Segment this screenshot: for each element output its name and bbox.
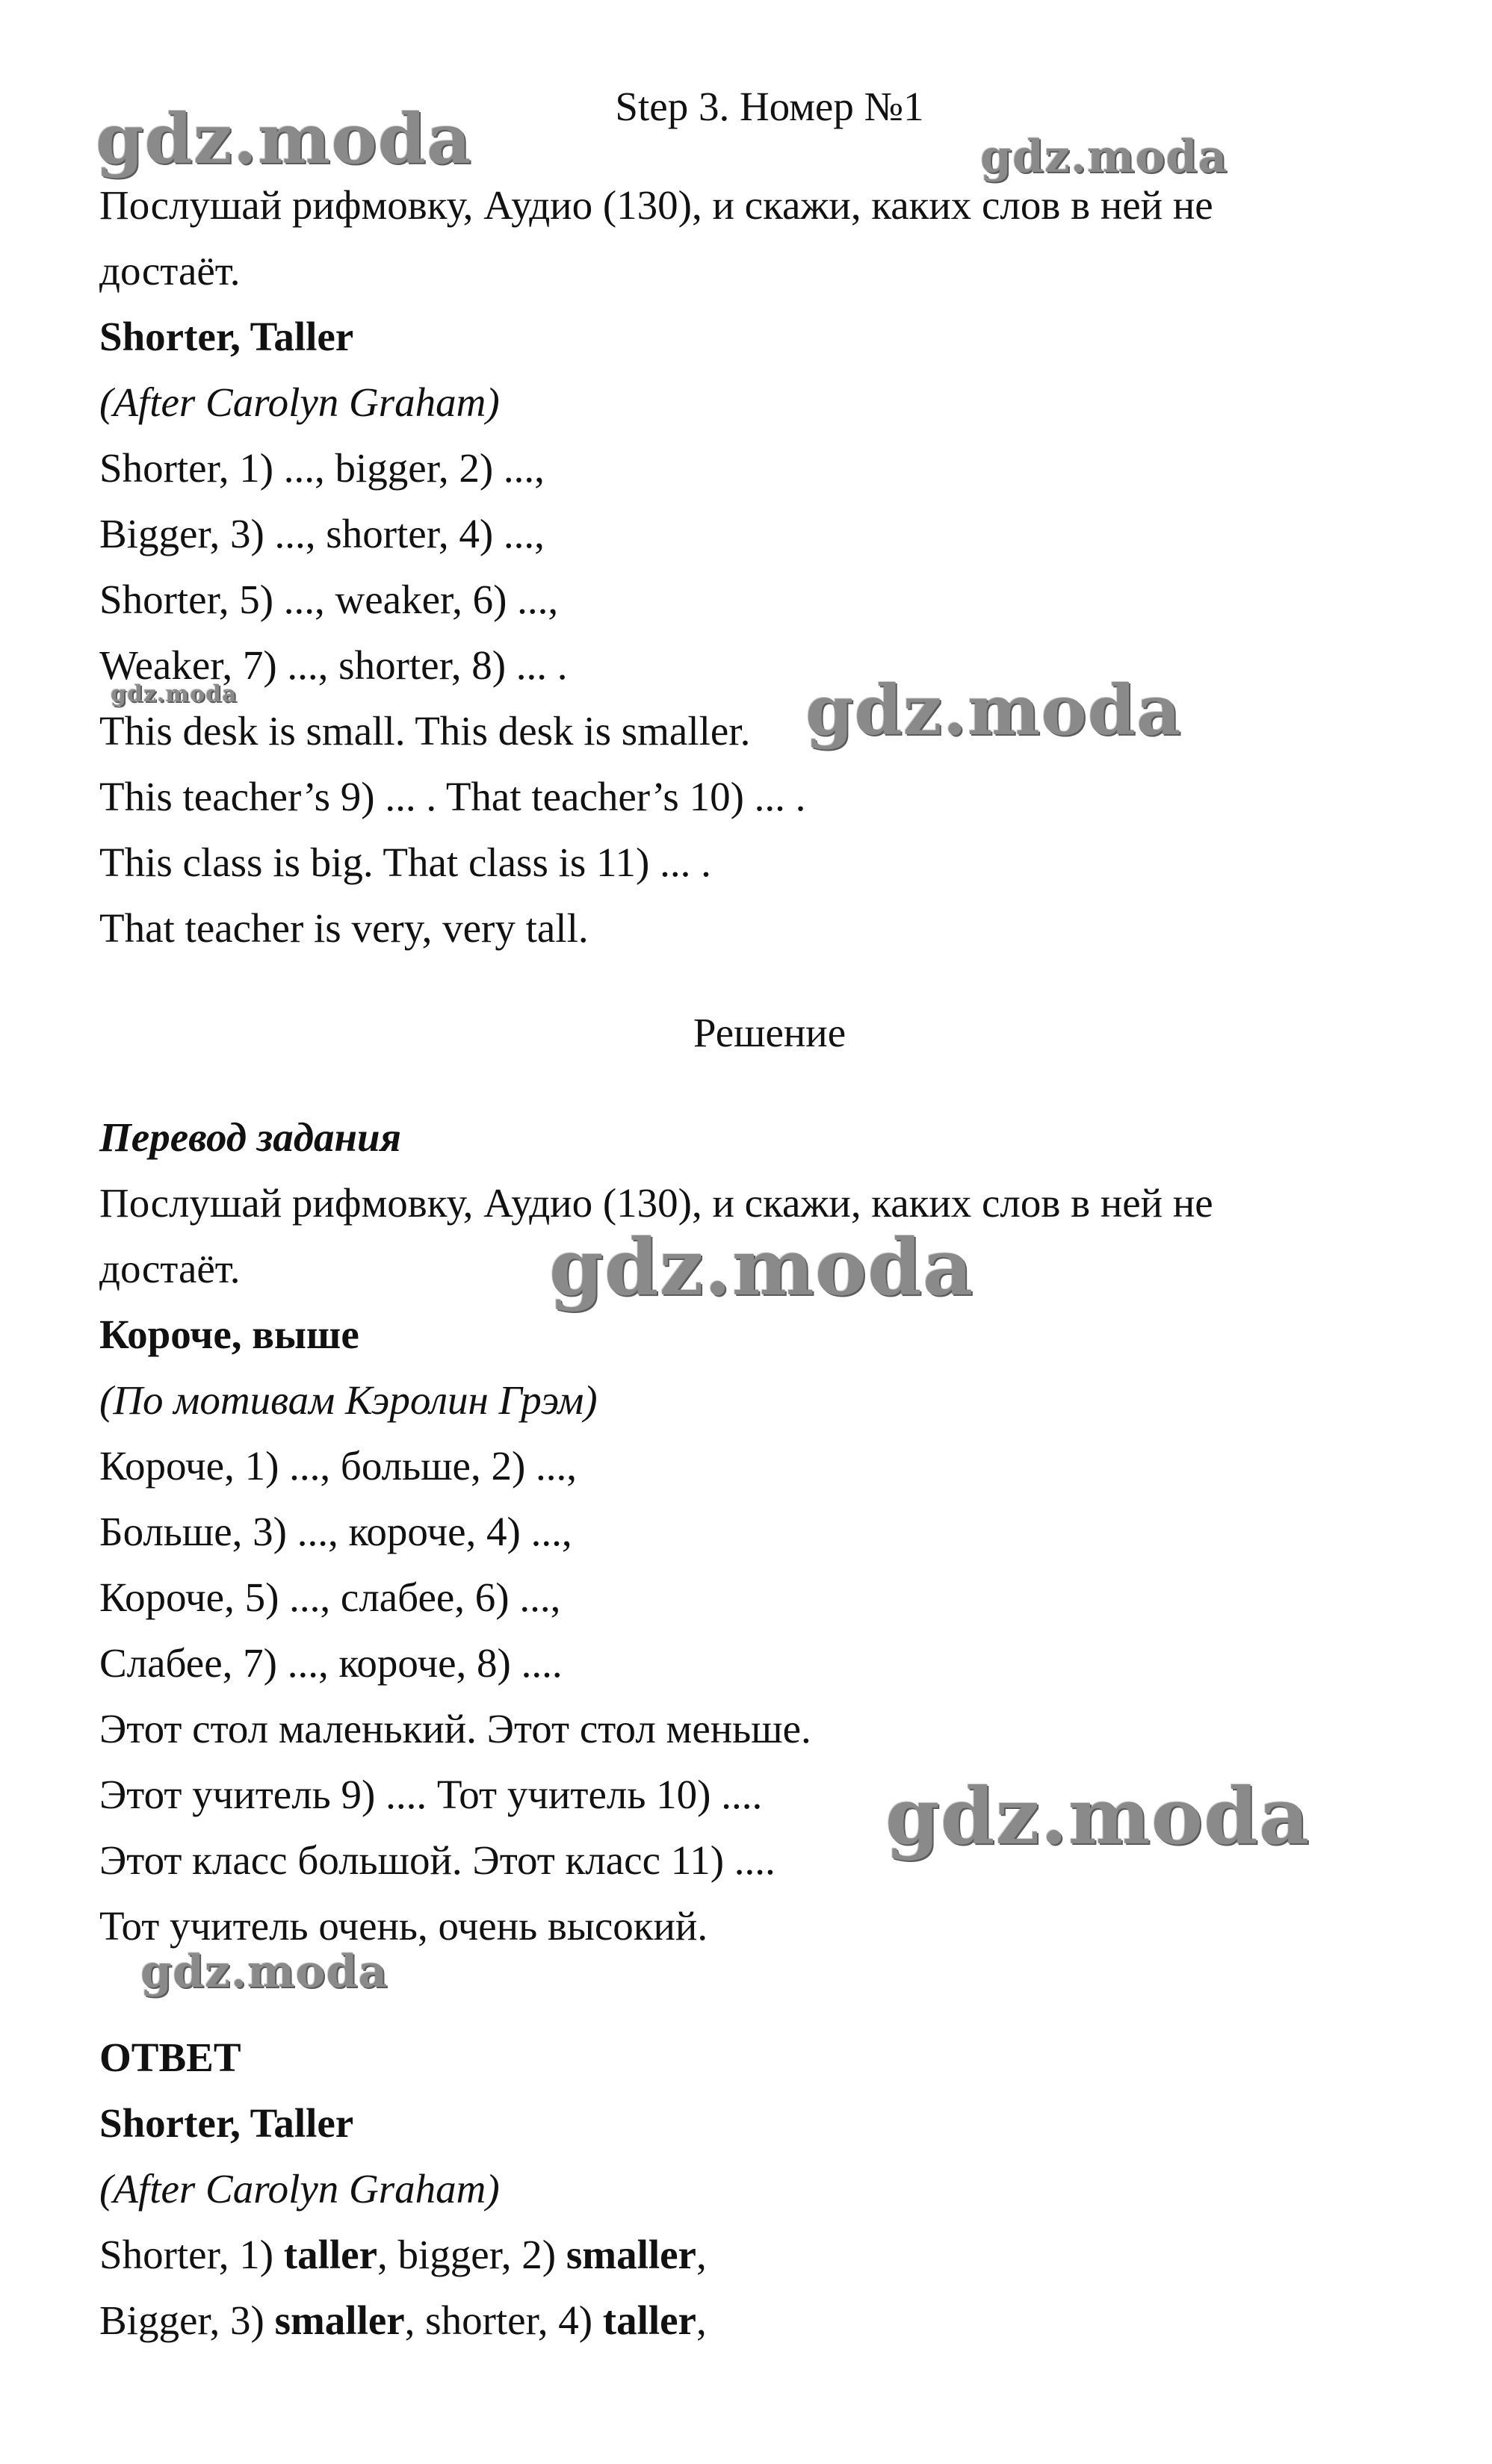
poem-line: Bigger, 3) ..., shorter, 4) ...,: [99, 511, 545, 556]
translation-line: Этот учитель 9) .... Тот учитель 10) ....: [99, 1772, 763, 1817]
answer-word: smaller: [566, 2232, 696, 2277]
translation-line: Тот учитель очень, очень высокий.: [99, 1903, 708, 1949]
translation-line: Слабее, 7) ..., короче, 8) ....: [99, 1640, 563, 1686]
translation-line: Короче, 5) ..., слабее, 6) ...,: [99, 1574, 561, 1620]
answer-poem-author: (After Carolyn Graham): [99, 2166, 500, 2212]
answer-text: , shorter, 4): [404, 2297, 603, 2343]
answer-word: smaller: [274, 2297, 405, 2343]
poem-line: That teacher is very, very tall.: [99, 905, 589, 951]
answer-word: taller: [283, 2232, 377, 2277]
answer-word: taller: [602, 2297, 696, 2343]
answer-text: , bigger, 2): [377, 2232, 566, 2277]
watermark-logo: gdz.moda: [980, 131, 1228, 183]
answer-text: ,: [696, 2232, 707, 2277]
watermark-logo: gdz.moda: [96, 99, 472, 179]
watermark-logo: gdz.moda: [549, 1221, 974, 1313]
translation-line: Этот класс большой. Этот класс 11) ....: [99, 1837, 776, 1883]
poem-line: This desk is small. This desk is smaller.: [99, 708, 751, 754]
translation-instruction-line-1: Послушай рифмовку, Аудио (130), и скажи, каких слов в ней не: [99, 1180, 1213, 1226]
page-title: Step 3. Номер №1: [615, 84, 924, 129]
translation-line: Больше, 3) ..., короче, 4) ...,: [99, 1509, 572, 1554]
answer-text: Bigger, 3): [99, 2297, 275, 2343]
poem-author: (After Carolyn Graham): [99, 379, 500, 425]
watermark-logo: gdz.moda: [885, 1770, 1310, 1862]
poem-line: Shorter, 1) ..., bigger, 2) ...,: [99, 445, 545, 491]
answer-heading: ОТВЕТ: [99, 2035, 241, 2080]
task-instruction-line-2: достаёт.: [99, 248, 241, 294]
translation-instruction-line-2: достаёт.: [99, 1246, 241, 1291]
poem-line: Shorter, 5) ..., weaker, 6) ...,: [99, 577, 559, 622]
translation-poem-author: (По мотивам Кэролин Грэм): [99, 1377, 598, 1423]
poem-title: Shorter, Taller: [99, 314, 354, 359]
answer-text: Shorter, 1): [99, 2232, 284, 2277]
watermark-logo: gdz.moda: [111, 681, 238, 707]
watermark-logo: gdz.moda: [140, 1946, 389, 1998]
answer-text: ,: [696, 2297, 707, 2343]
translation-line: Этот стол маленький. Этот стол меньше.: [99, 1706, 811, 1751]
poem-line: This teacher’s 9) ... . That teacher’s 10) ... .: [99, 774, 806, 819]
translation-line: Короче, 1) ..., больше, 2) ...,: [99, 1443, 578, 1489]
task-instruction-line-1: Послушай рифмовку, Аудио (130), и скажи, каких слов в ней не: [99, 182, 1213, 228]
answer-poem-title: Shorter, Taller: [99, 2100, 354, 2146]
translation-poem-title: Короче, выше: [99, 1312, 359, 1357]
poem-line: This class is big. That class is 11) ... .: [99, 840, 711, 885]
answer-line-2: [99, 2294, 707, 2347]
translation-heading: Перевод задания: [99, 1114, 401, 1160]
solution-heading: Решение: [693, 1010, 846, 1055]
poem-line: Weaker, 7) ..., shorter, 8) ... .: [99, 642, 568, 688]
answer-line-1: [99, 2229, 707, 2281]
watermark-logo: gdz.moda: [805, 670, 1182, 751]
